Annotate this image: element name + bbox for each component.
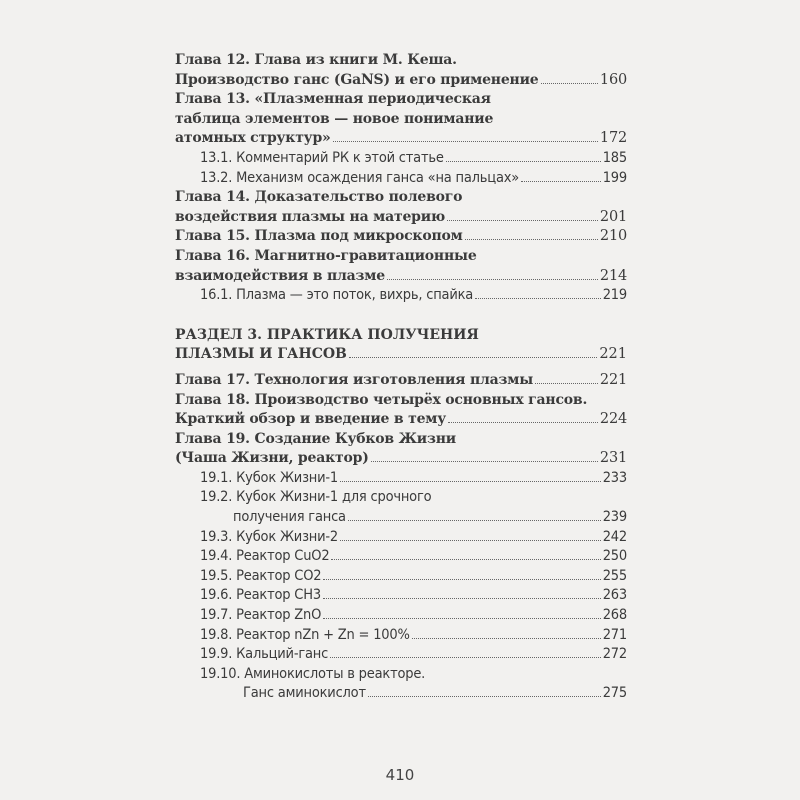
toc-entry — [175, 170, 627, 190]
toc-entry-title: 19.8. Реактор nZn + Zn = 100% — [200, 626, 410, 643]
toc-entry-title: 13.2. Механизм осаждения ганса «на пальцах» — [200, 169, 520, 186]
toc-entry-page: 221 — [599, 346, 627, 363]
toc-entry-page: 233 — [602, 469, 627, 486]
toc-entry-page: 224 — [599, 411, 627, 428]
toc-entry — [175, 287, 627, 307]
toc-entry-title: Глава 12. Глава из книги М. Кеша. — [175, 52, 457, 68]
leader-dots — [340, 540, 601, 541]
toc-entry-title: РАЗДЕЛ 3. ПРАКТИКА ПОЛУЧЕНИЯ — [175, 326, 479, 343]
toc-entry — [175, 327, 627, 347]
toc-entry-title: 19.7. Реактор ZnO — [200, 607, 322, 624]
leader-dots — [323, 618, 601, 619]
toc-entry — [175, 130, 627, 150]
leader-dots — [412, 638, 601, 639]
toc-entry-title: 16.1. Плазма — это поток, вихрь, спайка — [200, 287, 474, 304]
toc-entry-title: Краткий обзор и введение в тему — [175, 411, 447, 428]
leader-dots — [331, 559, 600, 560]
toc-entry-page: 214 — [599, 267, 627, 284]
toc-entry-title: 19.10. Аминокислоты в реакторе. — [200, 665, 426, 682]
toc-entry — [175, 372, 627, 392]
toc-entry — [175, 111, 627, 131]
toc-entry-page: 172 — [599, 130, 627, 147]
leader-dots — [368, 696, 601, 697]
toc-entry-page: 255 — [602, 567, 627, 584]
leader-dots — [541, 83, 598, 84]
toc-entry-page: 231 — [599, 450, 627, 467]
leader-dots — [348, 520, 601, 521]
toc-entry-title: Глава 17. Технология изготовления плазмы — [175, 371, 534, 388]
toc-entry-title: 19.6. Реактор CH3 — [200, 587, 321, 604]
toc-entry-page: 268 — [602, 607, 627, 624]
toc-entry — [175, 392, 627, 412]
toc-entry — [175, 529, 627, 549]
toc-entry-title: ПЛАЗМЫ И ГАНСОВ — [175, 346, 347, 363]
leader-dots — [333, 141, 598, 142]
toc-entry-page: 221 — [599, 371, 627, 388]
toc-entry — [175, 91, 627, 111]
toc-entry-title: 19.5. Реактор CO2 — [200, 567, 322, 584]
toc-entry-page: 239 — [602, 509, 627, 526]
toc-entry-title: Глава 14. Доказательство полевого — [175, 189, 463, 206]
toc-entry-page: 210 — [599, 228, 627, 245]
toc-entry-title: получения ганса — [233, 509, 346, 526]
leader-dots — [330, 657, 601, 658]
toc-entry-title: Производство ганс (GaNS) и его применение — [175, 71, 539, 88]
toc-entry-title: Глава 18. Производство четырёх основных гансов. — [175, 391, 588, 408]
leader-dots — [447, 220, 598, 221]
leader-dots — [535, 383, 598, 384]
toc-entry-title: 13.1. Комментарий РК к этой статье — [200, 149, 444, 166]
toc-entry — [175, 189, 627, 209]
leader-dots — [387, 279, 598, 280]
toc-entry-page: 242 — [602, 528, 627, 545]
toc-entry — [175, 52, 627, 72]
toc-entry-title: таблица элементов — новое понимание — [175, 110, 494, 127]
leader-dots — [323, 579, 600, 580]
leader-dots — [475, 298, 601, 299]
toc-entry — [175, 470, 627, 490]
toc-entry — [175, 548, 627, 568]
toc-entry-page: 271 — [602, 626, 627, 643]
toc-entry — [175, 450, 627, 470]
toc-entry-title: воздействия плазмы на материю — [175, 208, 446, 225]
toc-entry-page: 263 — [602, 587, 627, 604]
toc-entry-title: 19.2. Кубок Жизни-1 для срочного — [200, 489, 432, 506]
toc-entry — [175, 627, 627, 647]
toc-entry-page: 219 — [602, 287, 627, 304]
toc-entry-title: 19.9. Кальций-ганс — [200, 646, 329, 663]
toc-entry — [175, 209, 627, 229]
toc-entry — [175, 150, 627, 170]
toc-entry — [175, 568, 627, 588]
toc-entry — [175, 607, 627, 627]
toc-entry-page: 275 — [602, 685, 627, 702]
toc-entry-title: 19.1. Кубок Жизни-1 — [200, 469, 339, 486]
leader-dots — [340, 481, 601, 482]
toc-entry-title: Глава 19. Создание Кубков Жизни — [175, 430, 456, 447]
toc-entry-title: Ганс аминокислот — [243, 685, 366, 702]
leader-dots — [371, 461, 598, 462]
toc-entry — [175, 587, 627, 607]
leader-dots — [521, 181, 601, 182]
toc-entry-title: (Чаша Жизни, реактор) — [175, 450, 369, 467]
toc-entry-page: 250 — [602, 548, 627, 565]
toc-entry-page: 199 — [602, 169, 627, 186]
page-number: 410 — [385, 766, 415, 784]
toc-entry-title: взаимодействия в плазме — [175, 267, 385, 284]
toc-entry-page: 185 — [602, 149, 627, 166]
toc-entry — [175, 248, 627, 268]
leader-dots — [448, 422, 598, 423]
toc-entry-page: 272 — [602, 646, 627, 663]
toc-entry-title: Глава 15. Плазма под микроскопом — [175, 228, 463, 245]
toc-entry-page: 160 — [599, 71, 627, 88]
table-of-contents — [175, 52, 627, 705]
toc-entry-page: 201 — [599, 208, 627, 225]
toc-entry — [175, 431, 627, 451]
toc-entry-title: Глава 16. Магнитно-гравитационные — [175, 247, 477, 264]
toc-entry — [175, 346, 627, 366]
toc-entry — [175, 411, 627, 431]
toc-entry — [175, 489, 627, 509]
toc-entry — [175, 72, 627, 92]
toc-entry — [175, 666, 627, 686]
toc-entry — [175, 685, 627, 705]
leader-dots — [465, 239, 598, 240]
toc-entry — [175, 509, 627, 529]
leader-dots — [323, 598, 601, 599]
toc-entry-title: 19.3. Кубок Жизни-2 — [200, 528, 339, 545]
toc-entry — [175, 268, 627, 288]
toc-entry-title: Глава 13. «Плазменная периодическая — [175, 91, 491, 108]
leader-dots — [349, 357, 597, 358]
leader-dots — [446, 161, 601, 162]
toc-entry — [175, 646, 627, 666]
toc-entry — [175, 228, 627, 248]
toc-entry-title: атомных структур» — [175, 130, 331, 147]
toc-entry-title: 19.4. Реактор CuO2 — [200, 548, 330, 565]
